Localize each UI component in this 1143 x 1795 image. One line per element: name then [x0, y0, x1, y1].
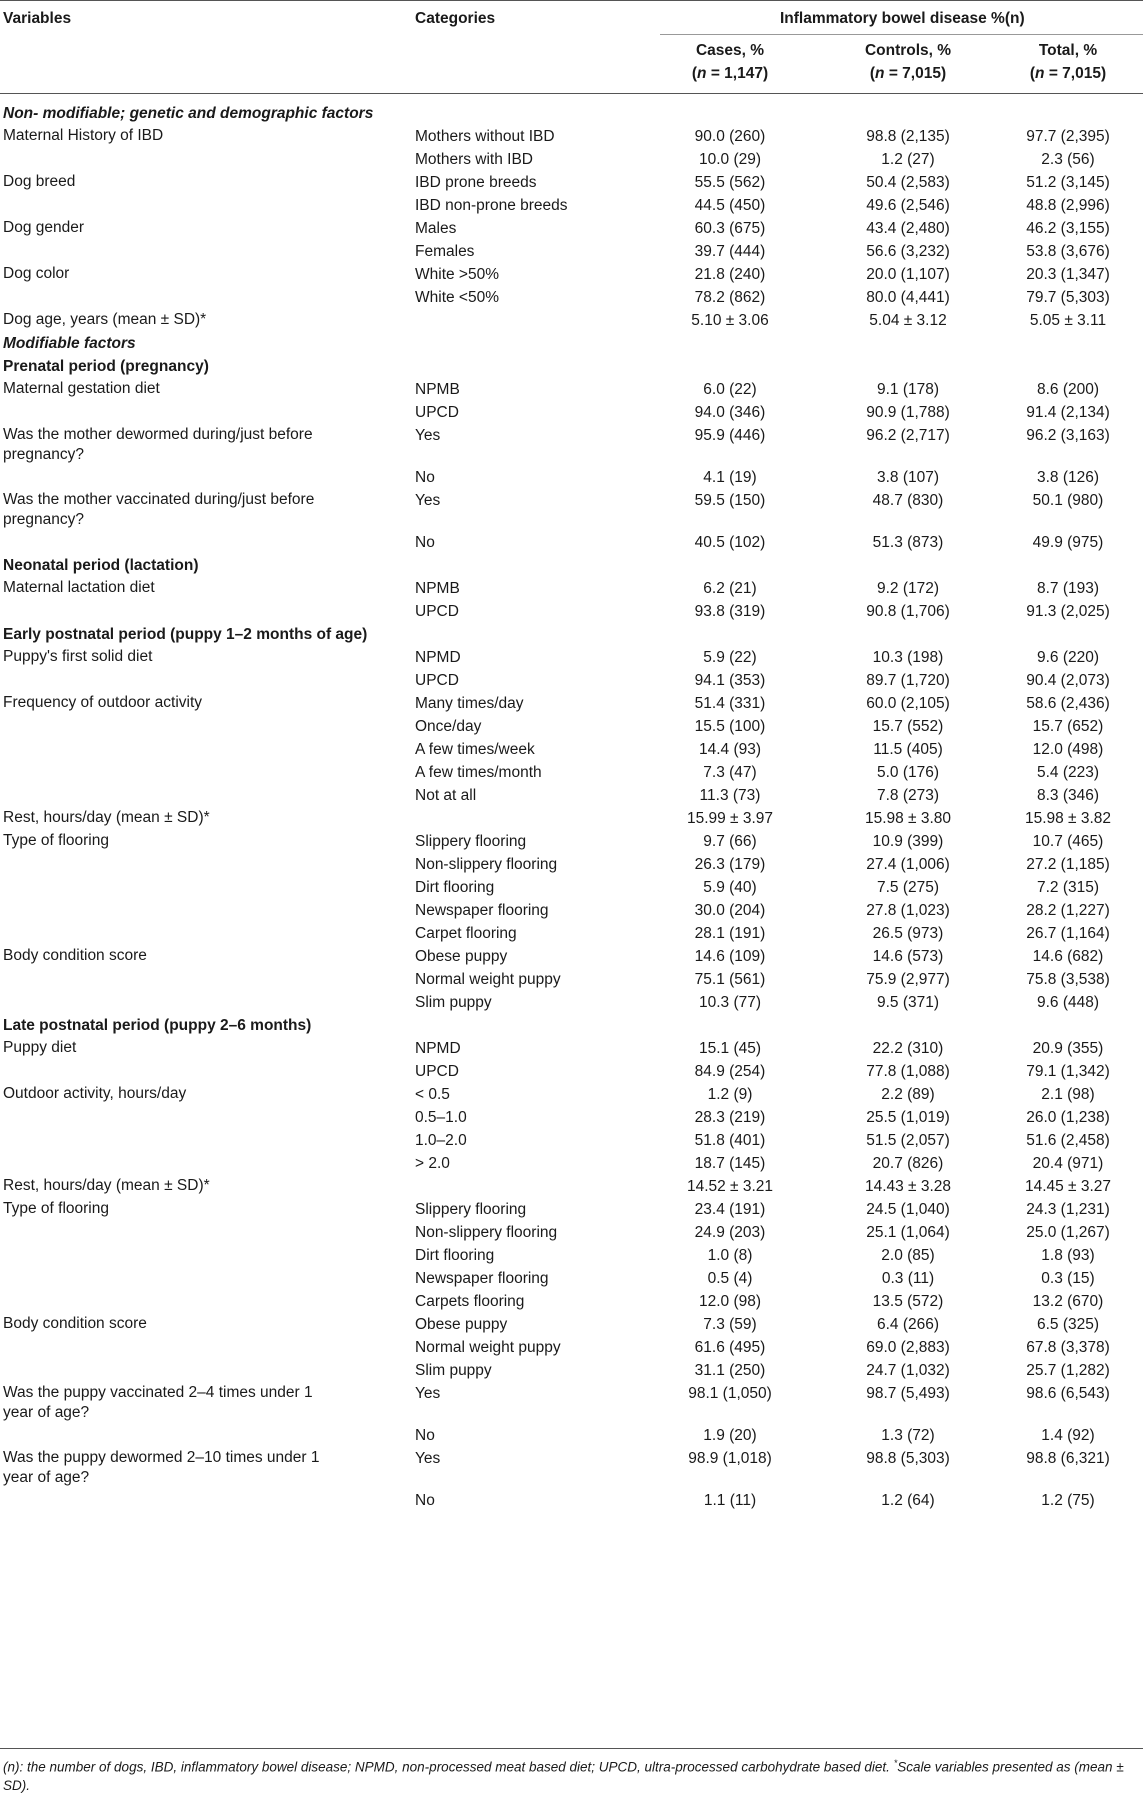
row-controls-value: 14.6 (573)	[872, 948, 944, 965]
row-cases-value: 15.99 ± 3.97	[686, 810, 774, 827]
row-cases-value: 90.0 (260)	[694, 128, 766, 145]
footnote-tail: Scale variables presented as (mean ± SD).	[3, 1759, 1124, 1793]
row-category: Yes	[415, 492, 441, 509]
section-heading: Neonatal period (lactation)	[3, 557, 199, 574]
row-total-value: 3.8 (126)	[1036, 469, 1100, 486]
n-value: = 7,015	[888, 65, 941, 82]
row-cases-value: 31.1 (250)	[694, 1362, 766, 1379]
row-cases-value: 5.9 (22)	[703, 649, 757, 666]
row-total-value: 53.8 (3,676)	[1026, 243, 1110, 260]
row-cases-value: 51.8 (401)	[694, 1132, 766, 1149]
row-cases-value: 98.9 (1,018)	[688, 1450, 772, 1467]
row-cases-value: 51.4 (331)	[694, 695, 766, 712]
row-category: Slim puppy	[415, 994, 492, 1011]
row-cases-value: 10.3 (77)	[698, 994, 762, 1011]
row-category: UPCD	[415, 1063, 459, 1080]
row-variable: Was the puppy vaccinated 2–4 times under 1 year of age?	[3, 1384, 313, 1421]
row-variable: Outdoor activity, hours/day	[3, 1085, 187, 1102]
row-total-value: 10.7 (465)	[1032, 833, 1104, 850]
row-cases-value: 1.9 (20)	[703, 1427, 757, 1444]
row-category: Slim puppy	[415, 1362, 492, 1379]
row-category: > 2.0	[415, 1155, 450, 1172]
row-total-value: 13.2 (670)	[1032, 1293, 1104, 1310]
n-symbol: n	[1035, 65, 1045, 82]
row-total-value: 28.2 (1,227)	[1026, 902, 1110, 919]
row-cases-value: 93.8 (319)	[694, 603, 766, 620]
section-heading: Non- modifiable; genetic and demographic factors	[3, 105, 374, 122]
bottom-rule	[0, 1748, 1143, 1749]
row-variable: Maternal lactation diet	[3, 579, 155, 596]
row-category: Normal weight puppy	[415, 971, 561, 988]
row-cases-value: 7.3 (59)	[703, 1316, 757, 1333]
n-value: = 1,147	[710, 65, 763, 82]
row-controls-value: 9.1 (178)	[876, 381, 940, 398]
row-total-value: 14.45 ± 3.27	[1024, 1178, 1112, 1195]
row-controls-value: 50.4 (2,583)	[866, 174, 950, 191]
footnote-text: (n): the number of dogs, IBD, inflammatory bowel disease; NPMD, non-processed meat based diet; UPCD, ultra-processed carbohydrate based diet.	[3, 1759, 894, 1775]
row-total-value: 5.4 (223)	[1036, 764, 1100, 781]
row-controls-value: 11.5 (405)	[873, 741, 943, 758]
row-cases-value: 14.6 (109)	[694, 948, 766, 965]
row-total-value: 51.6 (2,458)	[1026, 1132, 1110, 1149]
row-category: No	[415, 1492, 435, 1509]
row-controls-value: 22.2 (310)	[872, 1040, 944, 1057]
header-cases-n: (n = 1,147)	[691, 65, 769, 82]
row-controls-value: 98.8 (2,135)	[866, 128, 950, 145]
row-controls-value: 1.2 (27)	[881, 151, 935, 168]
row-total-value: 26.0 (1,238)	[1026, 1109, 1110, 1126]
row-cases-value: 23.4 (191)	[694, 1201, 766, 1218]
row-total-value: 8.6 (200)	[1036, 381, 1100, 398]
row-category: UPCD	[415, 404, 459, 421]
row-cases-value: 39.7 (444)	[694, 243, 766, 260]
row-total-value: 90.4 (2,073)	[1026, 672, 1110, 689]
row-category: UPCD	[415, 603, 459, 620]
row-category: Dirt flooring	[415, 879, 495, 896]
row-category: Obese puppy	[415, 948, 508, 965]
row-controls-value: 2.2 (89)	[881, 1086, 935, 1103]
row-total-value: 79.7 (5,303)	[1026, 289, 1110, 306]
row-total-value: 7.2 (315)	[1036, 879, 1100, 896]
row-cases-value: 84.9 (254)	[694, 1063, 766, 1080]
row-controls-value: 80.0 (4,441)	[866, 289, 950, 306]
header-categories: Categories	[415, 10, 496, 27]
row-total-value: 15.7 (652)	[1032, 718, 1104, 735]
row-controls-value: 7.5 (275)	[876, 879, 940, 896]
row-controls-value: 51.3 (873)	[872, 534, 944, 551]
row-variable: Dog breed	[3, 173, 76, 190]
row-variable: Puppy diet	[3, 1039, 77, 1056]
row-category: Non-slippery flooring	[415, 1224, 558, 1241]
row-cases-value: 4.1 (19)	[703, 469, 757, 486]
header-rule	[0, 93, 1143, 94]
section-heading: Late postnatal period (puppy 2–6 months)	[3, 1017, 312, 1034]
row-category: Normal weight puppy	[415, 1339, 561, 1356]
row-cases-value: 21.8 (240)	[694, 266, 766, 283]
row-total-value: 91.4 (2,134)	[1026, 404, 1110, 421]
row-total-value: 97.7 (2,395)	[1026, 128, 1110, 145]
row-category: NPMD	[415, 1040, 461, 1057]
row-cases-value: 78.2 (862)	[694, 289, 766, 306]
row-variable: Dog color	[3, 265, 70, 282]
row-category: Not at all	[415, 787, 477, 804]
row-cases-value: 59.5 (150)	[694, 492, 766, 509]
row-total-value: 46.2 (3,155)	[1026, 220, 1110, 237]
row-variable: Puppy's first solid diet	[3, 648, 153, 665]
row-controls-value: 77.8 (1,088)	[866, 1063, 950, 1080]
row-controls-value: 56.6 (3,232)	[866, 243, 950, 260]
row-cases-value: 28.3 (219)	[694, 1109, 766, 1126]
row-category: Yes	[415, 1450, 441, 1467]
row-category: Females	[415, 243, 475, 260]
row-cases-value: 11.3 (73)	[699, 787, 761, 804]
row-category: 0.5–1.0	[415, 1109, 467, 1126]
row-category: Males	[415, 220, 457, 237]
header-controls: Controls, %	[864, 42, 952, 59]
section-heading: Modifiable factors	[3, 335, 136, 352]
row-cases-value: 1.2 (9)	[707, 1086, 753, 1103]
row-controls-value: 14.43 ± 3.28	[864, 1178, 952, 1195]
row-total-value: 98.8 (6,321)	[1026, 1450, 1110, 1467]
row-controls-value: 6.4 (266)	[876, 1316, 940, 1333]
row-variable: Was the mother dewormed during/just before pregnancy?	[3, 426, 313, 463]
row-category: NPMD	[415, 649, 461, 666]
row-category: Mothers without IBD	[415, 128, 555, 145]
row-controls-value: 0.3 (11)	[881, 1270, 935, 1287]
row-total-value: 20.9 (355)	[1032, 1040, 1104, 1057]
row-category: Newspaper flooring	[415, 902, 549, 919]
row-controls-value: 5.0 (176)	[876, 764, 940, 781]
row-cases-value: 28.1 (191)	[694, 925, 766, 942]
row-cases-value: 18.7 (145)	[694, 1155, 766, 1172]
row-total-value: 25.7 (1,282)	[1026, 1362, 1110, 1379]
row-total-value: 67.8 (3,378)	[1026, 1339, 1110, 1356]
row-controls-value: 15.98 ± 3.80	[864, 810, 952, 827]
row-cases-value: 9.7 (66)	[703, 833, 757, 850]
header-controls-n: (n = 7,015)	[869, 65, 947, 82]
row-variable: Body condition score	[3, 947, 147, 964]
row-cases-value: 94.0 (346)	[694, 404, 766, 421]
row-cases-value: 12.0 (98)	[698, 1293, 762, 1310]
row-cases-value: 24.9 (203)	[694, 1224, 766, 1241]
footnote-mark: *	[893, 1758, 898, 1768]
n-value: = 7,015	[1048, 65, 1101, 82]
row-total-value: 24.3 (1,231)	[1026, 1201, 1110, 1218]
row-controls-value: 89.7 (1,720)	[866, 672, 950, 689]
row-controls-value: 10.3 (198)	[872, 649, 944, 666]
row-variable: Maternal History of IBD	[3, 127, 164, 144]
row-cases-value: 44.5 (450)	[694, 197, 766, 214]
row-controls-value: 25.1 (1,064)	[866, 1224, 950, 1241]
row-controls-value: 26.5 (973)	[872, 925, 944, 942]
section-heading: Early postnatal period (puppy 1–2 months of age)	[3, 626, 368, 643]
row-cases-value: 55.5 (562)	[694, 174, 766, 191]
row-controls-value: 51.5 (2,057)	[866, 1132, 950, 1149]
row-cases-value: 7.3 (47)	[703, 764, 757, 781]
row-controls-value: 98.7 (5,493)	[866, 1385, 950, 1402]
row-total-value: 91.3 (2,025)	[1026, 603, 1110, 620]
row-controls-value: 43.4 (2,480)	[866, 220, 950, 237]
row-controls-value: 60.0 (2,105)	[866, 695, 950, 712]
row-cases-value: 6.0 (22)	[703, 381, 757, 398]
row-variable: Rest, hours/day (mean ± SD)*	[3, 1177, 210, 1194]
row-category: Obese puppy	[415, 1316, 508, 1333]
row-cases-value: 5.10 ± 3.06	[691, 312, 769, 329]
row-total-value: 1.2 (75)	[1041, 1492, 1095, 1509]
row-total-value: 12.0 (498)	[1032, 741, 1104, 758]
row-category: No	[415, 469, 435, 486]
row-category: White >50%	[415, 266, 500, 283]
row-total-value: 6.5 (325)	[1036, 1316, 1100, 1333]
row-controls-value: 24.5 (1,040)	[866, 1201, 950, 1218]
row-controls-value: 75.9 (2,977)	[866, 971, 950, 988]
n-symbol: n	[697, 65, 707, 82]
row-controls-value: 9.5 (371)	[876, 994, 940, 1011]
row-controls-value: 5.04 ± 3.12	[869, 312, 947, 329]
row-total-value: 26.7 (1,164)	[1026, 925, 1110, 942]
row-cases-value: 15.1 (45)	[698, 1040, 762, 1057]
row-variable: Was the mother vaccinated during/just before pregnancy?	[3, 491, 315, 528]
row-total-value: 20.4 (971)	[1032, 1155, 1104, 1172]
row-total-value: 20.3 (1,347)	[1026, 266, 1110, 283]
footnote	[3, 1754, 1139, 1795]
row-variable: Maternal gestation diet	[3, 380, 160, 397]
row-controls-value: 2.0 (85)	[881, 1247, 935, 1264]
group-rule	[660, 34, 1143, 35]
row-total-value: 15.98 ± 3.82	[1024, 810, 1112, 827]
row-cases-value: 5.9 (40)	[703, 879, 757, 896]
row-category: Mothers with IBD	[415, 151, 534, 168]
row-controls-value: 48.7 (830)	[872, 492, 944, 509]
row-category: NPMB	[415, 381, 460, 398]
row-category: Yes	[415, 427, 441, 444]
row-cases-value: 61.6 (495)	[694, 1339, 766, 1356]
row-category: Yes	[415, 1385, 441, 1402]
row-variable: Type of flooring	[3, 832, 109, 849]
row-total-value: 48.8 (2,996)	[1026, 197, 1110, 214]
row-cases-value: 30.0 (204)	[694, 902, 766, 919]
row-controls-value: 10.9 (399)	[872, 833, 944, 850]
row-total-value: 79.1 (1,342)	[1026, 1063, 1110, 1080]
row-total-value: 75.8 (3,538)	[1026, 971, 1110, 988]
row-category: Non-slippery flooring	[415, 856, 558, 873]
row-category: Slippery flooring	[415, 833, 527, 850]
row-controls-value: 15.7 (552)	[872, 718, 944, 735]
row-cases-value: 14.4 (93)	[698, 741, 762, 758]
row-cases-value: 98.1 (1,050)	[688, 1385, 772, 1402]
row-controls-value: 20.7 (826)	[872, 1155, 944, 1172]
row-controls-value: 25.5 (1,019)	[866, 1109, 950, 1126]
row-total-value: 98.6 (6,543)	[1026, 1385, 1110, 1402]
row-category: Newspaper flooring	[415, 1270, 549, 1287]
row-category: No	[415, 534, 435, 551]
top-rule	[0, 0, 1143, 1]
row-controls-value: 90.8 (1,706)	[866, 603, 950, 620]
row-cases-value: 60.3 (675)	[694, 220, 766, 237]
row-variable: Was the puppy dewormed 2–10 times under 1 year of age?	[3, 1449, 320, 1486]
section-heading: Prenatal period (pregnancy)	[3, 358, 209, 375]
row-variable: Rest, hours/day (mean ± SD)*	[3, 809, 210, 826]
row-total-value: 49.9 (975)	[1032, 534, 1104, 551]
row-category: A few times/week	[415, 741, 535, 758]
row-controls-value: 20.0 (1,107)	[866, 266, 950, 283]
row-cases-value: 26.3 (179)	[694, 856, 766, 873]
row-variable: Dog age, years (mean ± SD)*	[3, 311, 207, 328]
row-variable: Frequency of outdoor activity	[3, 694, 203, 711]
row-cases-value: 94.1 (353)	[694, 672, 766, 689]
header-total: Total, %	[1038, 42, 1098, 59]
row-total-value: 50.1 (980)	[1032, 492, 1104, 509]
row-category: UPCD	[415, 672, 459, 689]
row-controls-value: 96.2 (2,717)	[866, 427, 950, 444]
header-total-n: (n = 7,015)	[1029, 65, 1107, 82]
row-category: < 0.5	[415, 1086, 450, 1103]
row-category: A few times/month	[415, 764, 542, 781]
header-group: Inflammatory bowel disease %(n)	[780, 10, 1025, 27]
row-controls-value: 1.2 (64)	[881, 1492, 935, 1509]
row-category: Slippery flooring	[415, 1201, 527, 1218]
row-total-value: 8.7 (193)	[1036, 580, 1100, 597]
row-category: Carpet flooring	[415, 925, 517, 942]
row-total-value: 51.2 (3,145)	[1026, 174, 1110, 191]
row-controls-value: 49.6 (2,546)	[866, 197, 950, 214]
row-controls-value: 90.9 (1,788)	[866, 404, 950, 421]
row-category: No	[415, 1427, 435, 1444]
row-total-value: 96.2 (3,163)	[1026, 427, 1110, 444]
row-total-value: 5.05 ± 3.11	[1029, 312, 1107, 329]
row-category: 1.0–2.0	[415, 1132, 467, 1149]
row-variable: Body condition score	[3, 1315, 147, 1332]
row-controls-value: 27.4 (1,006)	[866, 856, 950, 873]
row-category: IBD prone breeds	[415, 174, 537, 191]
row-category: White <50%	[415, 289, 500, 306]
row-controls-value: 1.3 (72)	[881, 1427, 935, 1444]
row-cases-value: 14.52 ± 3.21	[686, 1178, 774, 1195]
row-cases-value: 6.2 (21)	[703, 580, 757, 597]
row-controls-value: 27.8 (1,023)	[866, 902, 950, 919]
row-category: Many times/day	[415, 695, 524, 712]
row-total-value: 58.6 (2,436)	[1026, 695, 1110, 712]
row-category: Dirt flooring	[415, 1247, 495, 1264]
row-controls-value: 7.8 (273)	[876, 787, 940, 804]
row-cases-value: 1.0 (8)	[707, 1247, 753, 1264]
row-category: Once/day	[415, 718, 482, 735]
header-cases: Cases, %	[695, 42, 765, 59]
n-symbol: n	[875, 65, 885, 82]
row-controls-value: 24.7 (1,032)	[866, 1362, 950, 1379]
row-cases-value: 0.5 (4)	[707, 1270, 753, 1287]
row-total-value: 9.6 (448)	[1036, 994, 1100, 1011]
row-cases-value: 1.1 (11)	[703, 1492, 757, 1509]
row-cases-value: 75.1 (561)	[694, 971, 766, 988]
row-controls-value: 69.0 (2,883)	[866, 1339, 950, 1356]
row-variable: Type of flooring	[3, 1200, 109, 1217]
row-total-value: 9.6 (220)	[1036, 649, 1100, 666]
row-category: NPMB	[415, 580, 460, 597]
row-controls-value: 13.5 (572)	[872, 1293, 944, 1310]
row-total-value: 0.3 (15)	[1041, 1270, 1095, 1287]
row-controls-value: 98.8 (5,303)	[866, 1450, 950, 1467]
row-cases-value: 95.9 (446)	[694, 427, 766, 444]
row-total-value: 2.1 (98)	[1041, 1086, 1095, 1103]
row-controls-value: 9.2 (172)	[876, 580, 940, 597]
row-total-value: 2.3 (56)	[1041, 151, 1095, 168]
row-total-value: 8.3 (346)	[1036, 787, 1100, 804]
row-total-value: 27.2 (1,185)	[1026, 856, 1110, 873]
row-total-value: 1.8 (93)	[1041, 1247, 1095, 1264]
row-variable: Dog gender	[3, 219, 85, 236]
row-controls-value: 3.8 (107)	[876, 469, 940, 486]
row-cases-value: 10.0 (29)	[698, 151, 762, 168]
row-category: Carpets flooring	[415, 1293, 525, 1310]
header-variables: Variables	[3, 10, 72, 27]
row-total-value: 25.0 (1,267)	[1026, 1224, 1110, 1241]
row-total-value: 1.4 (92)	[1041, 1427, 1095, 1444]
row-cases-value: 15.5 (100)	[694, 718, 766, 735]
row-category: IBD non-prone breeds	[415, 197, 568, 214]
row-total-value: 14.6 (682)	[1032, 948, 1104, 965]
row-cases-value: 40.5 (102)	[694, 534, 766, 551]
